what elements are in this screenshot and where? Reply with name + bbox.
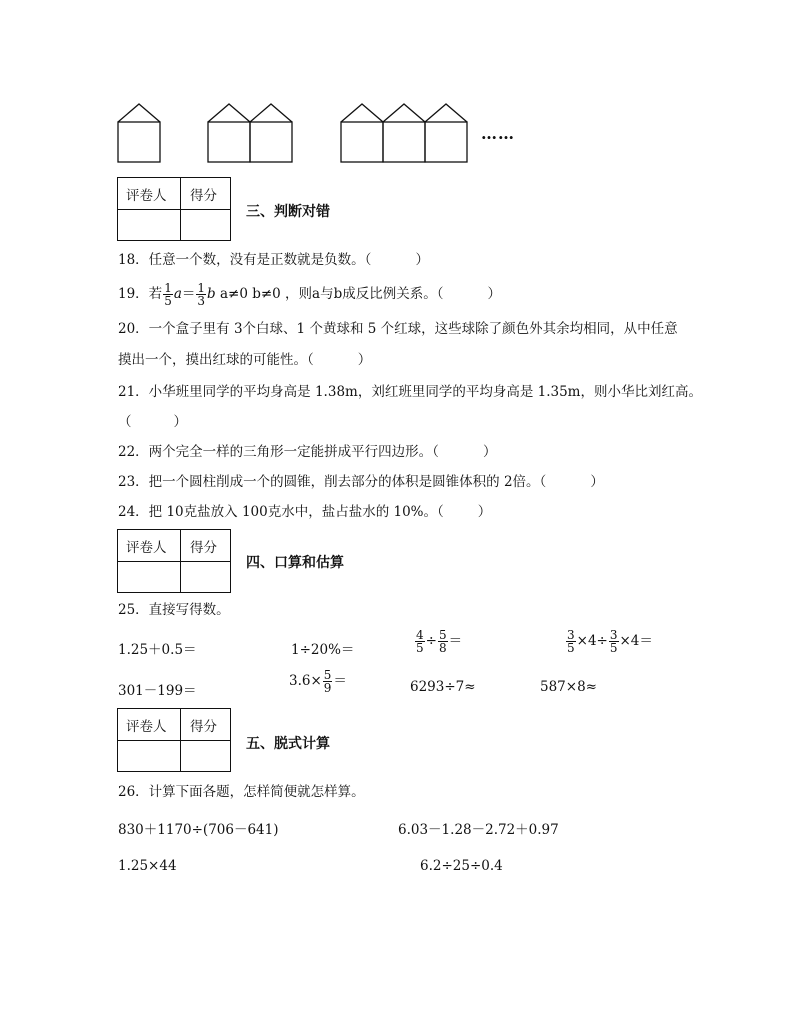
score-label: 得分 — [190, 188, 217, 204]
estimate-6293-div-7: 6293÷7≈ — [410, 679, 476, 695]
section-title-5: 五、脱式计算 — [246, 736, 330, 752]
question-23: 23．把一个圆柱削成一个的圆锥，削去部分的体积是圆锥体积的 2倍。（ ） — [118, 474, 604, 490]
houses-pattern-figure — [110, 100, 540, 166]
question-21-line-2: （ ） — [118, 414, 187, 430]
grader-label: 评卷人 — [126, 719, 167, 735]
calc-3-5-times-4: $\frac{3}{5}$ ×4÷ $\frac{3}{5}$ ×4＝ — [567, 628, 653, 655]
question-20-line-1: 20．一个盒子里有 3个白球、1 个黄球和 5 个红球，这些球除了颜色外其余均相同，从中任意 — [118, 321, 678, 337]
question-25-title: 25．直接写得数。 — [118, 602, 230, 618]
section-title-3: 三、判断对错 — [246, 204, 330, 220]
expression-4: 6.2÷25÷0.4 — [420, 858, 503, 874]
section-title-4: 四、口算和估算 — [246, 555, 344, 571]
score-label: 得分 — [190, 540, 217, 556]
question-20-line-2: 摸出一个，摸出红球的可能性。（ ） — [118, 352, 372, 368]
estimate-587-times-8: 587×8≈ — [540, 679, 597, 695]
expression-3: 1.25×44 — [118, 858, 177, 874]
question-21-line-1: 21．小华班里同学的平均身高是 1.38m，刘红班里同学的平均身高是 1.35m，则小华比刘红高。 — [118, 384, 702, 400]
question-18: 18．任意一个数，没有是正数就是负数。（ ） — [118, 252, 429, 268]
grader-label: 评卷人 — [126, 188, 167, 204]
expression-2: 6.03－1.28－2.72＋0.97 — [398, 822, 559, 838]
calc-301-minus-199: 301－199＝ — [118, 683, 197, 699]
house-group-1 — [118, 104, 160, 162]
question-19: 19．若 $\frac{1}{5}$ a＝ $\frac{1}{3}$ b a≠0 b≠0 ，则a与b成反比例关系。（ ） — [118, 281, 501, 308]
score-table-4 — [117, 529, 231, 593]
calc-1-25-plus-0-5: 1.25＋0.5＝ — [118, 642, 197, 658]
score-label: 得分 — [190, 719, 217, 735]
score-table-3 — [117, 177, 231, 241]
question-22: 22．两个完全一样的三角形一定能拼成平行四边形。（ ） — [118, 444, 497, 460]
score-table-5 — [117, 708, 231, 772]
calc-4-5-div-5-8: $\frac{4}{5}$ ÷ $\frac{5}{8}$ ＝ — [416, 628, 463, 655]
grader-label: 评卷人 — [126, 540, 167, 556]
question-24: 24．把 10克盐放入 100克水中，盐占盐水的 10%。（ ） — [118, 504, 492, 520]
ellipsis: …… — [481, 124, 515, 143]
expression-1: 830＋1170÷(706－641) — [118, 822, 279, 838]
calc-3-6-times-5-9: 3.6× $\frac{5}{9}$ ＝ — [289, 668, 347, 695]
question-26-title: 26．计算下面各题，怎样简便就怎样算。 — [118, 784, 365, 800]
house-group-2 — [208, 104, 292, 162]
calc-1-div-20pct: 1÷20%＝ — [291, 642, 355, 658]
house-group-3 — [341, 104, 467, 162]
